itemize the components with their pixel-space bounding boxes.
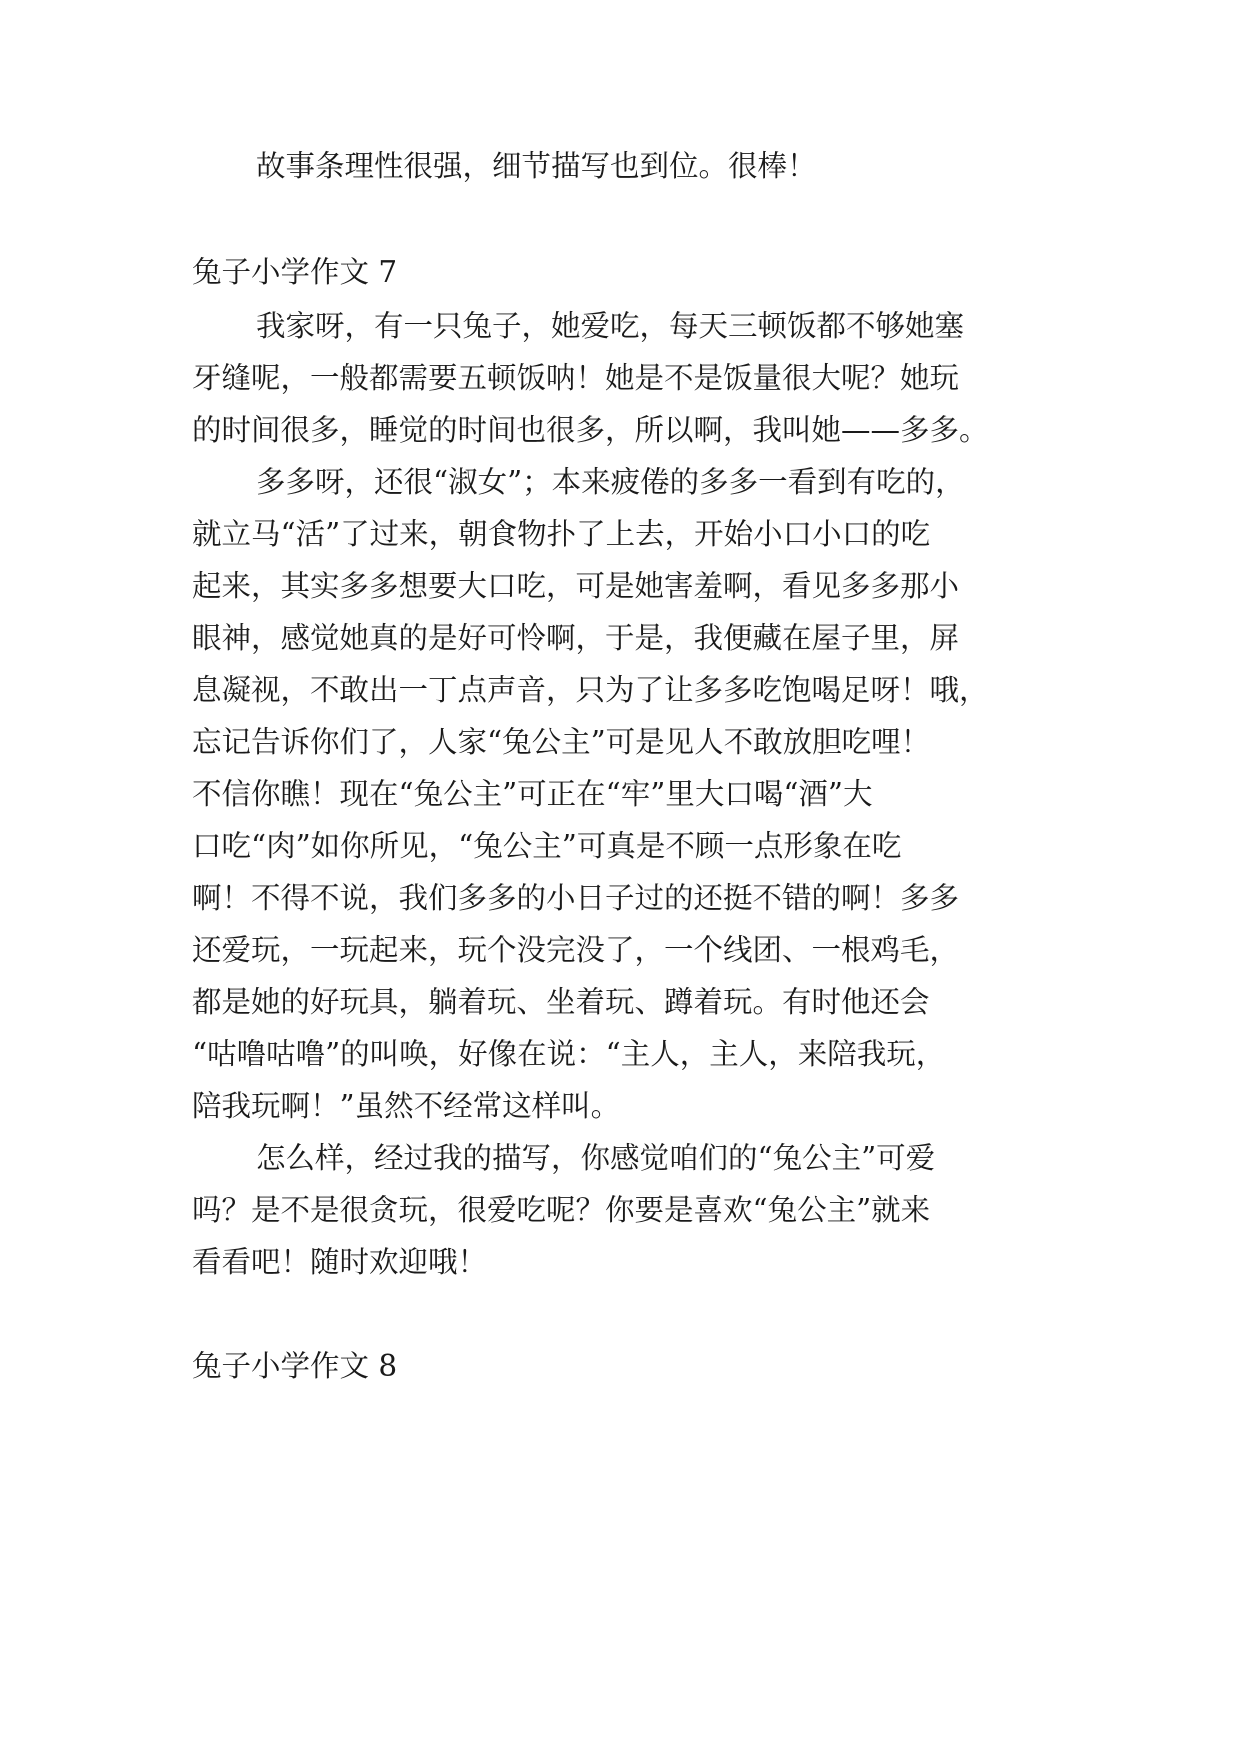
essay-7-title: 兔子小学作文 7 [192,255,398,289]
paragraph-line: 就立马“活”了过来，朝食物扑了上去，开始小口小口的吃 [192,517,931,551]
paragraph-line: 都是她的好玩具，躺着玩、坐着玩、蹲着玩。有时他还会 [192,985,930,1019]
paragraph-line: 怎么样，经过我的描写，你感觉咱们的“兔公主”可爱 [256,1141,936,1175]
paragraph-line: 啊！不得不说，我们多多的小日子过的还挺不错的啊！多多 [192,881,960,915]
paragraph-line: 不信你瞧！现在“兔公主”可正在“牢”里大口喝“酒”大 [192,777,873,811]
paragraph-line: 吗？是不是很贪玩，很爱吃呢？你要是喜欢“兔公主”就来 [192,1193,931,1227]
essay-8-title: 兔子小学作文 8 [192,1349,398,1383]
paragraph-line: 起来，其实多多想要大口吃，可是她害羞啊，看见多多那小 [192,569,960,603]
paragraph-line: 的时间很多，睡觉的时间也很多，所以啊，我叫她——多多。 [192,413,989,447]
paragraph-line: “咕噜咕噜”的叫唤，好像在说：“主人，主人，来陪我玩， [192,1037,946,1071]
paragraph-line: 我家呀，有一只兔子，她爱吃，每天三顿饭都不够她塞 [256,309,965,343]
paragraph-line: 忘记告诉你们了，人家“兔公主”可是见人不敢放胆吃哩！ [192,725,931,759]
paragraph-line: 看看吧！随时欢迎哦！ [192,1245,488,1279]
paragraph-line: 息凝视，不敢出一丁点声音，只为了让多多吃饱喝足呀！哦， [192,673,989,707]
paragraph-line: 陪我玩啊！”虽然不经常这样叫。 [192,1089,621,1123]
paragraph-line: 眼神，感觉她真的是好可怜啊，于是，我便藏在屋子里，屏 [192,621,960,655]
previous-essay-comment: 故事条理性很强，细节描写也到位。很棒！ [256,149,817,183]
paragraph-line: 口吃“肉”如你所见，“兔公主”可真是不顾一点形象在吃 [192,829,902,863]
paragraph-line: 牙缝呢，一般都需要五顿饭呐！她是不是饭量很大呢？她玩 [192,361,960,395]
paragraph-line: 还爱玩，一玩起来，玩个没完没了，一个线团、一根鸡毛， [192,933,960,967]
paragraph-line: 多多呀，还很“淑女”；本来疲倦的多多一看到有吃的， [256,465,965,499]
